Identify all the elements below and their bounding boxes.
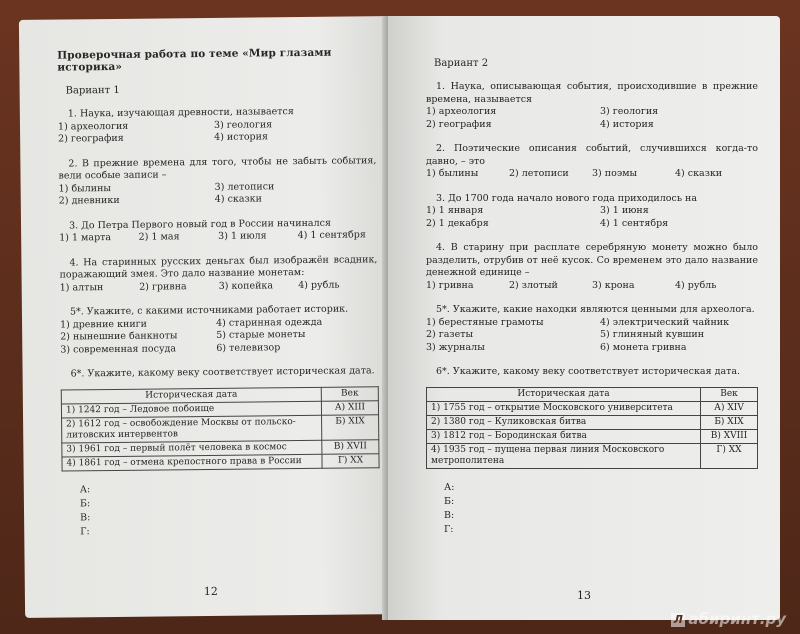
option: 6) монета гривна (600, 341, 687, 353)
table-row: 1) 1242 год – Ледовое побоище А) XIII (61, 400, 378, 417)
question-3: 3. До 1700 года начало нового года приходилось на 1) 1 января 3) 1 июня 2) 1 декабря 4) 1 сентября (426, 193, 758, 231)
option: 2) дневники (58, 194, 120, 207)
question-6: 6*. Укажите, какому веку соответствует историческая дата. Историческая дата Век 1) 1242 год – Ледовое побоище А) XIII 2) 1612 год – освобождение Москвы от польско-литовских интервентов Б) XIX 3) 1961 год – первый полёт человека в космос В) XVII 4) 1861 год – отмена крепостного права в России Г) XX А: Б: В: Г: (61, 365, 381, 539)
option: 1) археология (426, 106, 497, 117)
table-header: Историческая дата (61, 387, 321, 404)
table-row: 1) 1755 год – открытие Московского университета А) XIV (427, 401, 758, 415)
question-4: 4. На старинных русских деньгах был изображён всадник, поражающий змея. Это дало название монетам: 1) алтын 2) гривна 3) копейка 4) рубль (59, 253, 378, 294)
table-row: 4) 1935 год – пущена первая линия Московского метрополитена Г) XX (427, 443, 758, 468)
option: 3) копейка (218, 279, 274, 292)
question-5: 5*. Укажите, с какими источниками работает историк. 1) древние книги 4) старинная одежда 2) нынешние банкноты 5) старые монеты 3) современная посуда 6) телевизор (60, 303, 379, 356)
option: 1) былины (58, 182, 112, 195)
option: 4) история (600, 118, 654, 130)
question-1: 1. Наука, изучающая древности, называется 1) археология 3) геология 2) география 4) история (58, 105, 376, 146)
option: 5) глиняный кувшин (600, 329, 705, 340)
option: 1) древние книги (60, 318, 148, 331)
question-6: 6*. Укажите, какому веку соответствует историческая дата. Историческая дата Век 1) 1755 год – открытие Московского университета А) XIV 2) 1380 год – Куликовская битва Б) XIX 3) 1812 год – Бородинская битва В) XVIII 4) 1935 год – пущена первая линия Московского метрополитена Г) XX А: Б: В: Г: (426, 366, 758, 537)
option: 2) география (58, 132, 124, 145)
page-number: 13 (577, 589, 591, 602)
option: 2) летописи (509, 168, 569, 179)
table-row: 2) 1612 год – освобождение Москвы от польско-литовских интервентов Б) XIX (62, 414, 379, 442)
option: 4) история (214, 131, 268, 143)
question-5: 5*. Укажите, какие находки являются ценными для археолога. 1) берестяные грамоты 4) электрический чайник 2) газеты 5) глиняный кувшин 3) журналы 6) монета гривна (426, 304, 758, 354)
option: 4) сказки (675, 168, 723, 179)
question-3: 3. До Петра Первого новый год в России начинался 1) 1 марта 2) 1 мая 3) 1 июля 4) 1 сентября (59, 217, 377, 245)
option: 4) 1 сентября (297, 229, 366, 242)
watermark-logo: Л абиринт.ру (671, 610, 786, 628)
option: 1) 1 января (426, 205, 484, 216)
option: 1) былины (426, 168, 479, 179)
option: 3) 1 июля (218, 230, 267, 242)
table-header: Век (701, 387, 758, 401)
option: 2) география (426, 118, 492, 130)
option: 3) крона (592, 279, 635, 291)
option: 4) 1 сентября (600, 217, 669, 229)
option: 3) 1 июня (600, 205, 649, 216)
option: 4) старинная одежда (216, 316, 323, 329)
table-row: 3) 1961 год – первый полёт человека в космос В) XVII (62, 439, 379, 456)
option: 4) рубль (675, 279, 717, 291)
table-row: 3) 1812 год – Бородинская битва В) XVIII (427, 429, 758, 443)
variant-label: Вариант 2 (434, 58, 489, 69)
option: 3) журналы (426, 341, 485, 353)
table-header: Историческая дата (427, 387, 701, 401)
question-2: 2. В прежние времена для того, чтобы не забыть события, вели особые записи – 1) былины 3) летописи 2) дневники 4) сказки (58, 154, 377, 207)
option: 6) телевизор (216, 341, 281, 354)
table-row: 2) 1380 год – Куликовская битва Б) XIX (427, 415, 758, 429)
left-page (19, 16, 397, 618)
option: 2) нынешние банкноты (60, 330, 178, 343)
option: 5) старые монеты (216, 328, 306, 341)
option: 3) современная посуда (60, 342, 177, 356)
dates-table (426, 387, 758, 469)
option: 2) газеты (426, 329, 474, 340)
option: 2) 1 декабря (426, 217, 489, 229)
question-1: 1. Наука, описывающая события, происходившие в прежние времена, называется 1) археология 3) геология 2) география 4) история (426, 81, 758, 130)
option: 3) геология (600, 106, 659, 117)
option: 4) рубль (298, 279, 340, 291)
option: 2) злотый (509, 279, 558, 291)
variant-label: Вариант 1 (65, 84, 120, 97)
option: 2) гривна (139, 280, 187, 293)
question-4: 4. В старину при расплате серебряную монету можно было разделить, отрубив от неё кусок. Со временем это дало название денежной единице – 1) гривна 2) злотый 3) крона 4) рубль (426, 242, 758, 291)
option: 3) поэмы (592, 168, 638, 179)
labirint-logo-icon: Л (671, 613, 685, 627)
table-row: 4) 1861 год – отмена крепостного права в России Г) XX (62, 453, 379, 470)
table-header: Век (321, 386, 378, 401)
answer-lines: А: Б: В: Г: (444, 481, 455, 535)
page-title: Проверочная работа по теме «Мир глазами историка» (57, 46, 332, 74)
right-page (388, 16, 780, 620)
option: 1) берестяные грамоты (426, 316, 544, 328)
option: 1) гривна (426, 279, 474, 291)
option: 3) летописи (214, 180, 275, 193)
option: 3) геология (213, 118, 273, 131)
option: 4) электрический чайник (600, 316, 730, 328)
dates-table (61, 386, 380, 471)
option: 2) 1 мая (138, 231, 180, 243)
answer-lines: А: Б: В: Г: (79, 483, 91, 537)
option: 1) 1 марта (59, 232, 112, 244)
option: 1) археология (57, 120, 129, 133)
option: 1) алтын (59, 281, 104, 294)
page-number: 12 (203, 584, 218, 599)
question-2: 2. Поэтические описания событий, случившихся когда-то давно, – это 1) былины 2) летописи 3) поэмы 4) сказки (426, 143, 758, 179)
option: 4) сказки (214, 193, 262, 205)
